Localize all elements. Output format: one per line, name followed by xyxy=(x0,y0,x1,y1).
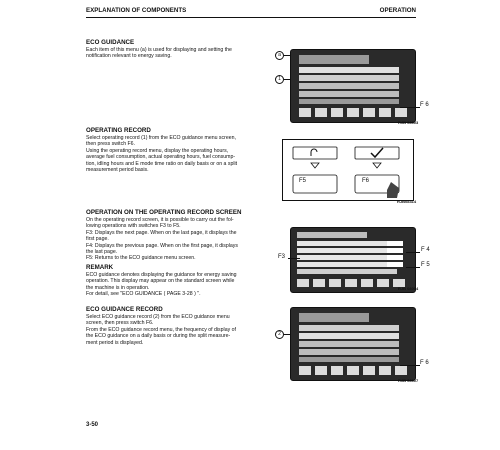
operating-record-title: OPERATING RECORD xyxy=(86,127,151,134)
header-section-title: EXPLANATION OF COMPONENTS xyxy=(86,7,187,14)
text-line: measurement period basis. xyxy=(86,167,149,174)
remark-text xyxy=(86,272,266,298)
header-rule xyxy=(86,17,416,18)
eco-menu-screen xyxy=(290,49,419,125)
operation-screen-title: OPERATION ON THE OPERATING RECORD SCREEN xyxy=(86,209,242,216)
key-f5: F5 xyxy=(299,178,307,184)
eco-menu-screen-art xyxy=(291,50,415,122)
callout-2: 2 xyxy=(275,330,284,339)
leader-line xyxy=(406,267,420,268)
callout-a: a xyxy=(275,51,284,60)
text-line: screen, then press switch F6. xyxy=(86,320,154,327)
eco-guidance-record-title: ECO GUIDANCE RECORD xyxy=(86,306,163,313)
switch-panel-art xyxy=(283,140,413,200)
text-line: Each item of this menu (a) is used for displaying and setting the xyxy=(86,47,232,53)
text-line: On the operating record screen, it is possible to carry out the fol- xyxy=(86,217,234,223)
text-line: ment period is displayed. xyxy=(86,339,144,346)
text-line: F4: Displays the previous page. When on the first page, it displays xyxy=(86,242,238,249)
leader-line xyxy=(406,252,420,253)
label-f4: F 4 xyxy=(421,247,430,253)
text-line: then press switch F6. xyxy=(86,141,136,148)
text-line: Select operating record (1) from the ECO guidance menu screen, xyxy=(86,135,236,141)
text-line: F5: Returns to the ECO guidance menu screen. xyxy=(86,255,196,262)
page-header xyxy=(86,7,416,16)
figure-code: RJB 08003 xyxy=(398,120,419,125)
callout-1: 1 xyxy=(275,75,284,84)
eco-guidance-title: ECO GUIDANCE xyxy=(86,39,135,46)
text-line: tion, idling hours and E mode time ratio on daily basis or on a split xyxy=(86,160,238,167)
text-line: the ECO guidance on a daily basis or during the split measure- xyxy=(86,333,231,340)
text-line: notification relevant to energy saving. xyxy=(86,53,172,60)
text-line: For detail, see "ECO GUIDANCE ( PAGE 3-28 ) ". xyxy=(86,291,201,298)
operating-record-screen xyxy=(290,227,419,293)
eco-record-menu-screen xyxy=(290,307,419,383)
figure-code: RJB 08007 xyxy=(398,378,419,383)
page-number: 3-50 xyxy=(86,422,99,428)
text-line: the last page. xyxy=(86,249,118,256)
eco-record-menu-screen-art xyxy=(291,308,415,380)
switch-panel xyxy=(282,139,414,201)
text-line: From the ECO guidance record menu, the frequency of display of xyxy=(86,326,236,333)
operation-screen-text xyxy=(86,217,266,262)
figure-code: RJB 08004 xyxy=(398,286,419,291)
remark-title: REMARK xyxy=(86,264,114,271)
text-line: first page. xyxy=(86,236,109,243)
text-line: lowing operations with switches F3 to F5. xyxy=(86,223,181,230)
operating-record-screen-art xyxy=(291,228,415,292)
text-line: Using the operating record menu, display the operating hours, xyxy=(86,147,229,154)
eco-guidance-text xyxy=(86,47,266,60)
text-line: ECO guidance denotes displaying the guidance for energy saving xyxy=(86,272,237,278)
figure-code: RJB08314 xyxy=(397,199,417,204)
header-chapter-title: OPERATION xyxy=(379,7,416,14)
leader-line xyxy=(288,258,300,259)
label-f3: F3 xyxy=(278,254,286,260)
label-f6: F 6 xyxy=(420,102,429,108)
leader-line xyxy=(400,107,420,108)
text-line: average fuel consumption, actual operating hours, fuel consump- xyxy=(86,154,236,161)
key-f6: F6 xyxy=(362,178,370,184)
eco-guidance-record-text xyxy=(86,314,266,346)
leader-line xyxy=(400,365,420,366)
text-line: operation. This display may appear on the standard screen while xyxy=(86,278,235,285)
operating-record-text xyxy=(86,135,266,173)
label-f6: F 6 xyxy=(420,360,429,366)
label-f5: F 5 xyxy=(421,262,430,268)
text-line: the machine is in operation. xyxy=(86,284,150,291)
text-line: F3: Displays the next page. When on the last page, it displays the xyxy=(86,229,237,236)
text-line: Select ECO guidance record (2) from the ECO guidance menu xyxy=(86,314,230,320)
